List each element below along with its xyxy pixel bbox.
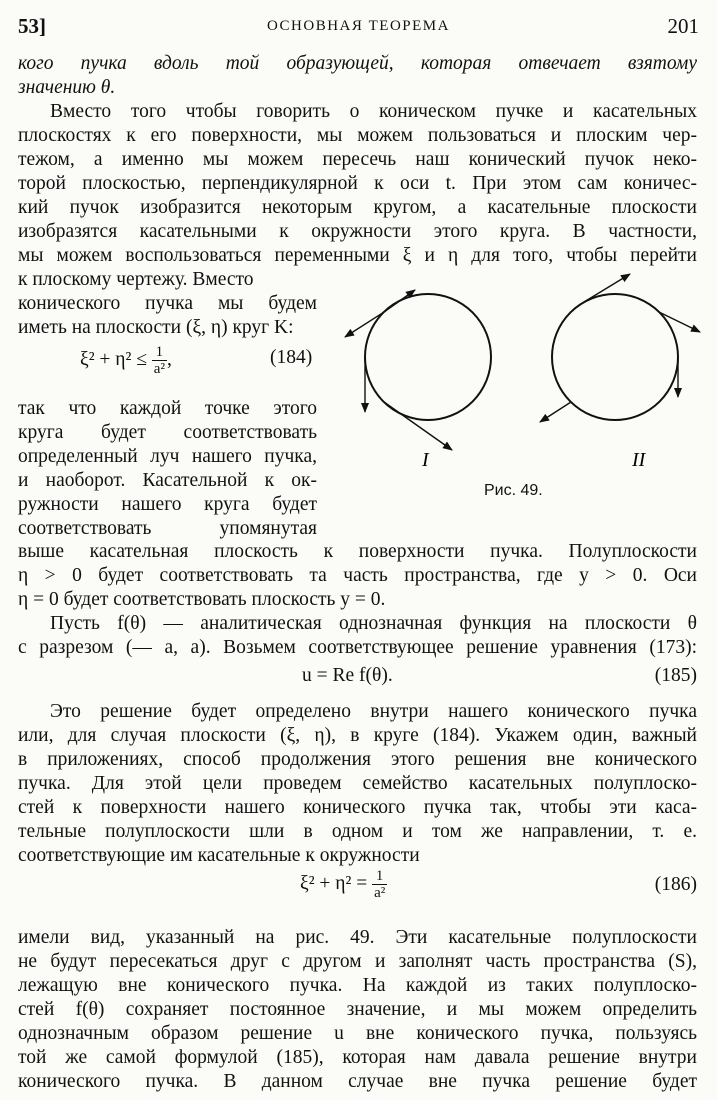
fraction-denominator: a² — [153, 361, 165, 377]
text-line: конического пучка мы будем — [18, 293, 317, 314]
equation-number-185: (185) — [654, 665, 697, 686]
equation-number-186: (186) — [654, 874, 697, 895]
text-line: кий пучок изобразится некоторым кругом, а касательные плоскости — [18, 197, 697, 218]
figure-label-i: I — [422, 449, 429, 471]
text-line: тежом, а именно мы можем пересечь наш конический пучок неко- — [18, 149, 697, 170]
text-line: имели вид, указанный на рис. 49. Эти касательные полуплоскости — [18, 927, 697, 948]
text-line: изобразятся касательными к окружности этого круга. В частности, — [18, 221, 697, 242]
tangent-arrow — [384, 290, 415, 312]
equation-186 — [300, 868, 387, 901]
text-line: η = 0 будет соответствовать плоскость y = 0. — [18, 589, 386, 610]
tangent-arrow — [659, 312, 700, 332]
text-line: торой плоскостью, перпендикулярной к оси t. При этом сам коничес- — [18, 173, 697, 194]
text-line: конического пучка. В данном случае вне пучка решение будет — [18, 1071, 697, 1092]
text-line: значению θ. — [18, 77, 116, 98]
text-line: мы можем воспользоваться переменными ξ и η для того, чтобы перейти — [18, 245, 697, 266]
page-number: 201 — [667, 14, 699, 38]
text-line: η > 0 будет соответствовать та часть пространства, где y > 0. Оси — [18, 565, 697, 586]
text-line: и наоборот. Касательной к ок- — [18, 470, 317, 491]
text-line: с разрезом (— a, a). Возьмем соответствующее решение уравнения (173): — [18, 637, 697, 658]
text-line: определенный луч нашего пучка, — [18, 446, 317, 467]
text-line: не будут пересекаться друг с другом и заполнят часть пространства (S), — [18, 951, 697, 972]
running-title: ОСНОВНАЯ ТЕОРЕМА — [267, 18, 450, 34]
text-line: однозначным образом решение u вне конического пучка, пользуясь — [18, 1023, 697, 1044]
text-line: ружности нашего круга будет — [18, 494, 317, 515]
running-header — [18, 12, 699, 38]
equation-lhs: ξ² + η² = — [300, 872, 373, 894]
equation-punctuation: , — [166, 348, 172, 370]
text-line: круга будет соответствовать — [18, 422, 317, 443]
fraction-numerator: 1 — [152, 344, 167, 361]
text-line: к плоскому чертежу. Вместо — [18, 269, 254, 290]
text-line: Это решение будет определено внутри нашего конического пучка — [50, 701, 697, 722]
fraction-numerator: 1 — [372, 868, 387, 885]
text-line: или, для случая плоскости (ξ, η), в круге (184). Укажем один, важный — [18, 725, 697, 746]
text-line: соответствующие им касательные к окружности — [18, 845, 420, 866]
text-line: выше касательная плоскость к поверхности пучка. Полуплоскости — [18, 541, 697, 562]
figure-caption: Рис. 49. — [484, 482, 543, 499]
text-line: соответствовать упомянутая — [18, 518, 317, 539]
text-line: так что каждой точке этого — [18, 398, 317, 419]
fraction-denominator: a² — [374, 885, 386, 901]
equation-185: u = Re f(θ). — [302, 665, 393, 686]
text-line: тельные полуплоскости шли в одном и том же направлении, т. е. — [18, 821, 697, 842]
text-line: той же самой формулой (185), которая нам давала решение внутри — [18, 1047, 697, 1068]
fraction — [372, 868, 387, 901]
figure-label-ii: II — [632, 449, 646, 471]
text-line: Вместо того чтобы говорить о коническом пучке и касательных — [50, 101, 697, 122]
text-line: плоскостях к его поверхности, мы можем пользоваться и плоским чер- — [18, 125, 697, 146]
circle-diagram-i — [345, 290, 491, 450]
text-line: стей к поверхности нашего конического пучка так, чтобы эти каса- — [18, 797, 697, 818]
figure-49 — [340, 262, 710, 512]
text-line: пучка. Для этой цели проведем семейство касательных полуплоско- — [18, 773, 697, 794]
tangent-arrow — [584, 274, 630, 302]
equation-184 — [80, 344, 172, 377]
fraction — [152, 344, 167, 377]
tangent-arrow — [540, 402, 571, 422]
text-line: Пусть f(θ) — аналитическая однозначная функция на плоскости θ — [50, 613, 697, 634]
text-line: кого пучка вдоль той образующей, которая отвечает взятому — [18, 53, 697, 74]
text-line: иметь на плоскости (ξ, η) круг K: — [18, 317, 294, 338]
tangent-arrow — [384, 402, 452, 450]
text-line: в приложениях, способ продолжения этого решения вне конического — [18, 749, 697, 770]
circle-diagram-ii — [540, 274, 700, 422]
text-line: лежащую вне конического пучка. На каждой из таких полуплоско- — [18, 975, 697, 996]
equation-number-184: (184) — [270, 347, 313, 368]
equation-lhs: ξ² + η² ≤ — [80, 348, 152, 370]
text-line: стей f(θ) сохраняет постоянное значение, и мы можем определить — [18, 999, 697, 1020]
tangent-arrow — [345, 312, 384, 337]
section-number: 53] — [18, 14, 46, 38]
